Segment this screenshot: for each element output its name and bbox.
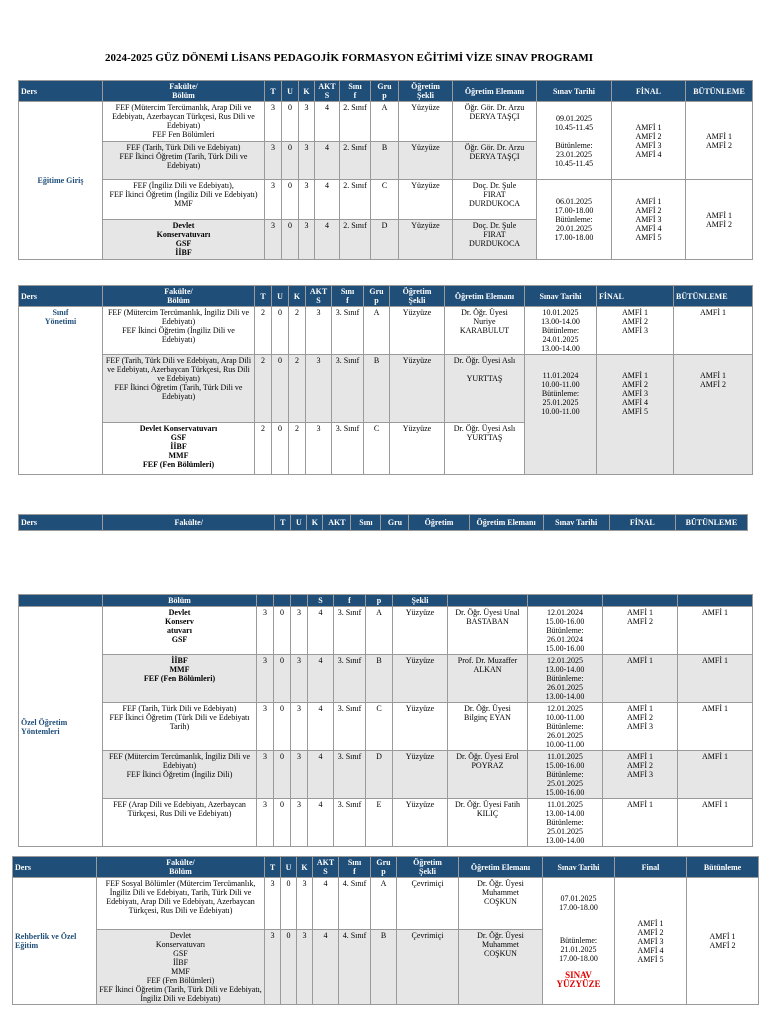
sinav-tarihi-cell: 12.01.2025 10.00-11.00 Bütünleme: 26.01.2025 10.00-11.00: [528, 703, 603, 751]
header-butunleme: BÜTÜNLEME: [674, 286, 753, 307]
header-sinav-tarihi: Sınav Tarihi: [543, 515, 609, 531]
grup-cell: A: [371, 878, 397, 930]
final-cell: AMFİ 1: [603, 655, 678, 703]
sekil-cell: Yüzyüze: [399, 102, 453, 142]
t-cell: 3: [265, 930, 281, 1005]
u-cell: 0: [281, 930, 297, 1005]
butunleme-cell: AMFİ 1 AMFİ 2: [674, 355, 753, 475]
grup-cell: B: [364, 355, 390, 423]
akts-cell: 4: [313, 878, 339, 930]
header-sinif: Sını f: [339, 857, 371, 878]
sinif-cell: 3. Sınıf: [334, 703, 366, 751]
header-u: U: [282, 81, 299, 102]
header-t: T: [265, 81, 282, 102]
grup-cell: C: [364, 423, 390, 475]
exam-table-ozel-ogretim: [18, 594, 753, 847]
header-fakulte: Fakülte/ Bölüm: [97, 857, 265, 878]
sinif-cell: 2. Sınıf: [340, 220, 371, 260]
sekil-cell: Yüzyüze: [393, 799, 448, 847]
final-cell: AMFİ 1 AMFİ 2 AMFİ 3 AMFİ 4 AMFİ 5: [615, 878, 687, 1005]
akts-cell: 4: [315, 220, 340, 260]
grup-cell: E: [366, 799, 393, 847]
sekil-cell: Yüzyüze: [399, 220, 453, 260]
u-cell: 0: [282, 180, 299, 220]
k-cell: 2: [289, 307, 306, 355]
sinif-cell: 2. Sınıf: [340, 180, 371, 220]
header-akts: AKT S: [315, 81, 340, 102]
t-cell: 3: [265, 102, 282, 142]
grup-cell: A: [366, 607, 393, 655]
header-fakulte: Fakülte/ Bölüm: [103, 81, 265, 102]
sekil-cell: Yüzyüze: [393, 751, 448, 799]
header-sinif: Sını f: [332, 286, 364, 307]
akts-cell: 4: [315, 102, 340, 142]
header-u: U: [272, 286, 289, 307]
grup-cell: C: [371, 180, 399, 220]
sinav-tarihi-cell: [543, 878, 615, 1005]
eleman-cell: Prof. Dr. Muzaffer ALKAN: [448, 655, 528, 703]
header-fakulte: Bölüm: [103, 595, 257, 607]
sinif-cell: 2. Sınıf: [340, 142, 371, 180]
sinif-cell: 4. Sınıf: [339, 930, 371, 1005]
header-ogretim-elemani: Öğretim Elemanı: [459, 857, 543, 878]
sekil-cell: Yüzyüze: [390, 307, 445, 355]
header-ogretim-sekli: Öğretim Şekli: [399, 81, 453, 102]
t-cell: 2: [255, 307, 272, 355]
sekil-cell: Yüzyüze: [399, 142, 453, 180]
header-final: FİNAL: [609, 515, 675, 531]
sekil-cell: Çevrimiçi: [397, 878, 459, 930]
butunleme-cell: AMFİ 1: [678, 799, 753, 847]
header-ders: [19, 595, 103, 607]
final-cell: AMFİ 1 AMFİ 2 AMFİ 3 AMFİ 4 AMFİ 5: [597, 355, 674, 475]
eleman-cell: Dr. Öğr. Üyesi Nuriye KARABULUT: [445, 307, 525, 355]
sinif-cell: 3. Sınıf: [332, 307, 364, 355]
u-cell: 0: [274, 751, 291, 799]
sekil-cell: Yüzyüze: [390, 423, 445, 475]
k-cell: 2: [289, 423, 306, 475]
sinif-cell: 3. Sınıf: [332, 355, 364, 423]
k-cell: 3: [291, 607, 308, 655]
butunleme-cell: AMFİ 1 AMFİ 2: [686, 180, 753, 260]
header-ders: Ders: [13, 857, 97, 878]
sekil-cell: Yüzyüze: [393, 703, 448, 751]
k-cell: 3: [297, 878, 313, 930]
header-butunleme: [678, 595, 753, 607]
k-cell: 3: [299, 102, 315, 142]
fakulte-cell: İİBF MMF FEF (Fen Bölümleri): [103, 655, 257, 703]
sinif-cell: 3. Sınıf: [334, 751, 366, 799]
header-t: [257, 595, 274, 607]
t-cell: 3: [257, 703, 274, 751]
sinav-tarihi-cell: 09.01.2025 10.45-11.45 Bütünleme: 23.01.2025 10.45-11.45: [537, 102, 612, 180]
sinif-cell: 3. Sınıf: [334, 655, 366, 703]
u-cell: 0: [274, 607, 291, 655]
akts-cell: 4: [308, 703, 334, 751]
sekil-cell: Çevrimiçi: [397, 930, 459, 1005]
t-cell: 3: [265, 878, 281, 930]
header-ogretim-sekli: Öğretim Şekli: [390, 286, 445, 307]
sinif-cell: 2. Sınıf: [340, 102, 371, 142]
exam-table-egitime-giris: [18, 80, 753, 260]
page-title: 2024-2025 GÜZ DÖNEMİ LİSANS PEDAGOJİK FORMASYON EĞİTİMİ VİZE SINAV PROGRAMI: [104, 52, 594, 64]
course-name: Sınıf Yönetimi: [19, 307, 103, 475]
header-sinif: Sını: [351, 515, 381, 531]
sinav-tarihi-cell: 10.01.2025 13.00-14.00 Bütünleme: 24.01.2025 13.00-14.00: [525, 307, 597, 355]
header-final: Final: [615, 857, 687, 878]
eleman-cell: Dr. Öğr. Üyesi Aslı YURTTAŞ: [445, 355, 525, 423]
fakulte-cell: FEF (Tarih, Türk Dili ve Edebiyatı) FEF İkinci Öğretim (Tarih, Türk Dili ve Edebiyatı): [103, 142, 265, 180]
header-butunleme: BÜTÜNLEME: [686, 81, 753, 102]
fakulte-cell: Devlet Konservatuvarı GSF İİBF MMF FEF (Fen Bölümleri): [103, 423, 255, 475]
u-cell: 0: [282, 102, 299, 142]
sekil-cell: Yüzyüze: [393, 607, 448, 655]
akts-cell: 4: [308, 799, 334, 847]
header-ogretim-elemani: [448, 595, 528, 607]
u-cell: 0: [274, 799, 291, 847]
t-cell: 2: [255, 423, 272, 475]
butunleme-cell: AMFİ 1 AMFİ 2: [686, 102, 753, 180]
header-grup: p: [366, 595, 393, 607]
sinif-cell: 4. Sınıf: [339, 878, 371, 930]
akts-cell: 4: [308, 607, 334, 655]
header-ders: Ders: [19, 81, 103, 102]
butunleme-cell: AMFİ 1: [678, 751, 753, 799]
header-k: K: [297, 857, 313, 878]
fakulte-cell: Devlet Konservatuvarı GSF İİBF: [103, 220, 265, 260]
eleman-cell: Dr. Öğr. Üyesi Muhammet COŞKUN: [459, 930, 543, 1005]
t-cell: 3: [265, 180, 282, 220]
akts-cell: 4: [313, 930, 339, 1005]
t-cell: 3: [257, 655, 274, 703]
grup-cell: D: [371, 220, 399, 260]
sekil-cell: Yüzyüze: [393, 655, 448, 703]
header-grup: Gru p: [364, 286, 390, 307]
final-cell: AMFİ 1: [603, 799, 678, 847]
header-ders: Ders: [19, 286, 103, 307]
akts-cell: 4: [308, 655, 334, 703]
header-t: T: [275, 515, 291, 531]
sinif-cell: 3. Sınıf: [334, 799, 366, 847]
exam-table-header-strip: [18, 514, 748, 531]
final-cell: AMFİ 1 AMFİ 2: [603, 607, 678, 655]
course-name: Özel Öğretim Yöntemleri: [19, 607, 103, 847]
u-cell: 0: [274, 655, 291, 703]
header-akts: AKT S: [313, 857, 339, 878]
fakulte-cell: FEF (Mütercim Tercümanlık, İngiliz Dili ve Edebiyatı) FEF İkinci Öğretim (İngiliz Dili): [103, 751, 257, 799]
header-k: K: [307, 515, 323, 531]
k-cell: 3: [291, 751, 308, 799]
header-t: T: [265, 857, 281, 878]
sinif-cell: 3. Sınıf: [334, 607, 366, 655]
grup-cell: D: [366, 751, 393, 799]
k-cell: 3: [299, 180, 315, 220]
t-cell: 3: [257, 799, 274, 847]
final-cell: AMFİ 1 AMFİ 2 AMFİ 3 AMFİ 4: [612, 102, 686, 180]
eleman-cell: Öğr. Gör. Dr. Arzu DERYA TAŞÇI: [453, 102, 537, 142]
final-cell: AMFİ 1 AMFİ 2 AMFİ 3: [597, 307, 674, 355]
header-sinav-tarihi: Sınav Tarihi: [537, 81, 612, 102]
header-akts: AKT S: [306, 286, 332, 307]
butunleme-cell: AMFİ 1: [674, 307, 753, 355]
fakulte-cell: FEF (Tarih, Türk Dili ve Edebiyatı) FEF İkinci Öğretim (Türk Dili ve Edebiyatı Tarih): [103, 703, 257, 751]
butunleme-cell: AMFİ 1: [678, 607, 753, 655]
header-sinav-tarihi: Sınav Tarihi: [543, 857, 615, 878]
header-grup: Gru: [381, 515, 409, 531]
grup-cell: C: [366, 703, 393, 751]
eleman-cell: Dr. Öğr. Üyesi Erol POYRAZ: [448, 751, 528, 799]
k-cell: 3: [299, 142, 315, 180]
eleman-cell: Öğr. Gör. Dr. Arzu DERYA TAŞÇI: [453, 142, 537, 180]
header-akts: AKT: [323, 515, 351, 531]
t-cell: 2: [255, 355, 272, 423]
grup-cell: A: [371, 102, 399, 142]
eleman-cell: Dr. Öğr. Üyesi Bilginç EYAN: [448, 703, 528, 751]
u-cell: 0: [281, 878, 297, 930]
header-sinav-tarihi: Sınav Tarihi: [525, 286, 597, 307]
k-cell: 3: [299, 220, 315, 260]
header-k: [291, 595, 308, 607]
grup-cell: B: [371, 930, 397, 1005]
u-cell: 0: [272, 423, 289, 475]
eleman-cell: Dr. Öğr. Üyesi Aslı YURTTAŞ: [445, 423, 525, 475]
sinav-tarihi-cell: 11.01.2025 15.00-16.00 Bütünleme: 25.01.2025 15.00-16.00: [528, 751, 603, 799]
header-ogretim-elemani: Öğretim Elemanı: [469, 515, 543, 531]
header-grup: Gru p: [371, 81, 399, 102]
fakulte-cell: FEF (Mütercim Tercümanlık, İngiliz Dili ve Edebiyatı) FEF İkinci Öğretim (İngiliz Dili ve Edebiyatı): [103, 307, 255, 355]
u-cell: 0: [282, 142, 299, 180]
butunleme-cell: AMFİ 1: [678, 655, 753, 703]
final-cell: AMFİ 1 AMFİ 2 AMFİ 3: [603, 751, 678, 799]
header-final: [603, 595, 678, 607]
fakulte-cell: FEF Sosyal Bölümler (Mütercim Tercümanlık, İngiliz Dili ve Edebiyatı, Tarih, Türk Dili ve Edebiyatı, Arap Dili ve Edebiyatı, Azerbaycan Türkçesi, Rus Dili ve Edebiyatı): [97, 878, 265, 930]
k-cell: 3: [297, 930, 313, 1005]
butunleme-cell: AMFİ 1: [678, 703, 753, 751]
eleman-cell: Dr. Öğr. Üyesi Muhammet COŞKUN: [459, 878, 543, 930]
sinav-tarihi-date: 07.01.2025 17.00-18.00: [559, 893, 598, 912]
course-name: Eğitime Giriş: [19, 102, 103, 260]
header-sinif: Sını f: [340, 81, 371, 102]
fakulte-cell: Devlet Konservatuvarı GSF İİBF MMF FEF (Fen Bölümleri) FEF İkinci Öğretim (Tarih, Türk Dili ve Edebiyatı, İngiliz Dili ve Edebiyatı): [97, 930, 265, 1005]
fakulte-cell: FEF (Mütercim Tercümanlık, Arap Dili ve Edebiyatı, Azerbaycan Türkçesi, Rus Dili ve Edebiyatı) FEF Fen Bölümleri: [103, 102, 265, 142]
sekil-cell: Yüzyüze: [390, 355, 445, 423]
sinav-tarihi-cell: 11.01.2025 13.00-14.00 Bütünleme: 25.01.2025 13.00-14.00: [528, 799, 603, 847]
u-cell: 0: [274, 703, 291, 751]
header-k: K: [299, 81, 315, 102]
header-ogretim-sekli: Öğretim: [409, 515, 469, 531]
eleman-cell: Doç. Dr. Şule FIRAT DURDUKOCA: [453, 220, 537, 260]
header-ders: Ders: [19, 515, 103, 531]
header-t: T: [255, 286, 272, 307]
header-ogretim-sekli: Öğretim Şekli: [397, 857, 459, 878]
header-fakulte: Fakülte/ Bölüm: [103, 286, 255, 307]
akts-cell: 4: [308, 751, 334, 799]
t-cell: 3: [257, 751, 274, 799]
fakulte-cell: FEF (Tarih, Türk Dili ve Edebiyatı, Arap Dili ve Edebiyatı, Azerbaycan Türkçesi, Rus Dili ve Edebiyatı) FEF İkinci Öğretim (Tarih, Türk Dili ve Edebiyatı): [103, 355, 255, 423]
akts-cell: 3: [306, 307, 332, 355]
grup-cell: B: [366, 655, 393, 703]
k-cell: 3: [291, 703, 308, 751]
butunleme-cell: AMFİ 1 AMFİ 2: [687, 878, 759, 1005]
u-cell: 0: [272, 355, 289, 423]
eleman-cell: Doç. Dr. Şule FIRAT DURDUKOCA: [453, 180, 537, 220]
u-cell: 0: [272, 307, 289, 355]
header-butunleme: BÜTÜNLEME: [675, 515, 747, 531]
exam-table-rehberlik: [12, 856, 759, 1005]
header-u: U: [291, 515, 307, 531]
akts-cell: 3: [306, 423, 332, 475]
akts-cell: 4: [315, 142, 340, 180]
header-ogretim-elemani: Öğretim Elemanı: [453, 81, 537, 102]
header-ogretim-elemani: Öğretim Elemanı: [445, 286, 525, 307]
final-cell: AMFİ 1 AMFİ 2 AMFİ 3: [603, 703, 678, 751]
akts-cell: 4: [315, 180, 340, 220]
akts-cell: 3: [306, 355, 332, 423]
header-k: K: [289, 286, 306, 307]
header-sinav-tarihi: [528, 595, 603, 607]
header-u: U: [281, 857, 297, 878]
header-u: [274, 595, 291, 607]
fakulte-cell: FEF (İngiliz Dili ve Edebiyatı), FEF İkinci Öğretim (İngiliz Dili ve Edebiyatı) MMF: [103, 180, 265, 220]
fakulte-cell: Devlet Konserv atuvarı GSF: [103, 607, 257, 655]
exam-table-sinif-yonetimi: [18, 285, 753, 475]
k-cell: 3: [291, 799, 308, 847]
u-cell: 0: [282, 220, 299, 260]
grup-cell: B: [371, 142, 399, 180]
k-cell: 3: [291, 655, 308, 703]
header-akts: S: [308, 595, 334, 607]
sinav-tarihi-butunleme: Bütünleme: 21.01.2025 17.00-18.00: [559, 935, 598, 963]
grup-cell: A: [364, 307, 390, 355]
header-ogretim-sekli: Şekli: [393, 595, 448, 607]
header-butunleme: Bütünleme: [687, 857, 759, 878]
sinif-cell: 3. Sınıf: [332, 423, 364, 475]
t-cell: 3: [265, 220, 282, 260]
header-final: FİNAL: [612, 81, 686, 102]
sinav-yuzyuze-note: SINAV YÜZYÜZE: [556, 969, 601, 989]
header-sinif: f: [334, 595, 366, 607]
course-name: Rehberlik ve Özel Eğitim: [13, 878, 97, 1005]
header-final: FİNAL: [597, 286, 674, 307]
sinav-tarihi-cell: 06.01.2025 17.00-18.00 Bütünleme: 20.01.2025 17.00-18.00: [537, 180, 612, 260]
sekil-cell: Yüzyüze: [399, 180, 453, 220]
header-grup: Gru p: [371, 857, 397, 878]
t-cell: 3: [257, 607, 274, 655]
header-fakulte: Fakülte/: [103, 515, 275, 531]
sinav-tarihi-cell: 11.01.2024 10.00-11.00 Bütünleme: 25.01.2025 10.00-11.00: [525, 355, 597, 475]
sinav-tarihi-cell: 12.01.2025 13.00-14.00 Bütünleme: 26.01.2025 13.00-14.00: [528, 655, 603, 703]
t-cell: 3: [265, 142, 282, 180]
sinav-tarihi-cell: 12.01.2024 15.00-16.00 Bütünleme: 26.01.2024 15.00-16.00: [528, 607, 603, 655]
final-cell: AMFİ 1 AMFİ 2 AMFİ 3 AMFİ 4 AMFİ 5: [612, 180, 686, 260]
eleman-cell: Dr. Öğr. Üyesi Fatih KILIÇ: [448, 799, 528, 847]
k-cell: 2: [289, 355, 306, 423]
fakulte-cell: FEF (Arap Dili ve Edebiyatı, Azerbaycan Türkçesi, Rus Dili ve Edebiyatı): [103, 799, 257, 847]
eleman-cell: Dr. Öğr. Üyesi Unal BASTABAN: [448, 607, 528, 655]
